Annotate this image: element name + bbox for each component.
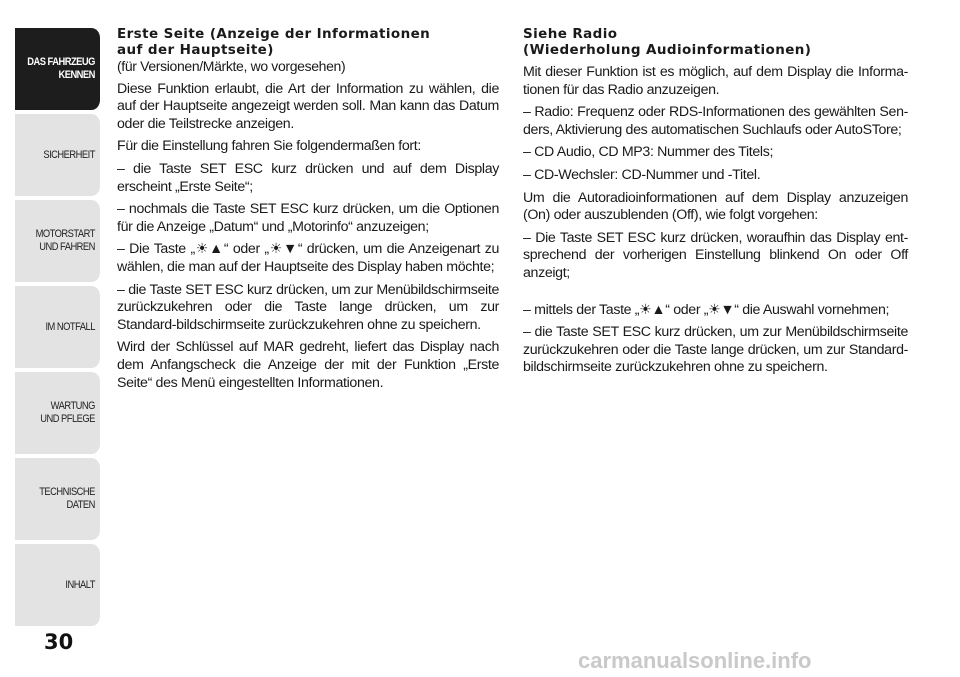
section-siehe-radio — [523, 26, 908, 382]
tab-label: DAS FAHRZEUG KENNEN — [27, 56, 95, 81]
paragraph: – Die Taste „☀▲“ oder „☀▼“ drücken, um die Anzeigenart zu wählen, die man auf der Hauptseite des Display haben möchte; — [117, 241, 499, 275]
heading-line: Erste Seite (Anzeige der Informationen — [117, 26, 431, 42]
watermark: carmanualsonline.info — [578, 648, 812, 673]
tab-label: WARTUNG UND PFLEGE — [40, 400, 95, 425]
paragraph: – CD-Wechsler: CD-Nummer und -Titel. — [523, 166, 761, 183]
spacer — [523, 288, 908, 302]
tab-label: INHALT — [65, 578, 95, 591]
paragraph: Mit dieser Funktion ist es möglich, auf dem Display die Informa-tionen für das Radio anzuzeigen. — [523, 64, 908, 98]
page-number: 30 — [44, 630, 74, 654]
tab-label: SICHERHEIT — [43, 148, 95, 161]
tab-wartung-und-pflege[interactable] — [15, 372, 100, 454]
paragraph: – mittels der Taste „☀▲“ oder „☀▼“ die Auswahl vornehmen; — [523, 301, 890, 318]
paragraph: Für die Einstellung fahren Sie folgendermaßen fort: — [117, 138, 421, 155]
paragraph: – Die Taste SET ESC kurz drücken, woraufhin das Display ent-sprechend der vorherigen Einstellung blinkend On oder Off anzeigt; — [523, 229, 908, 281]
tab-motorstart-und-fahren[interactable] — [15, 200, 100, 282]
tab-sicherheit[interactable] — [15, 114, 100, 196]
heading-line: auf der Hauptseite) — [117, 42, 274, 58]
paragraph: Diese Funktion erlaubt, die Art der Information zu wählen, die auf der Hauptseite angezeigt werden soll. Man kann das Datum oder die Teilstrecke anzeigen. — [117, 80, 499, 132]
tab-inhalt[interactable] — [15, 544, 100, 626]
paragraph: – die Taste SET ESC kurz drücken und auf dem Display erscheint „Erste Seite“; — [117, 160, 499, 195]
tab-technische-daten[interactable] — [15, 458, 100, 540]
paragraph: – CD Audio, CD MP3: Nummer des Titels; — [523, 144, 774, 161]
tab-das-fahrzeug-kennen[interactable] — [15, 28, 100, 110]
tab-label: MOTORSTART UND FAHREN — [35, 228, 95, 253]
paragraph: Um die Autoradioinformationen auf dem Display anzuzeigen (On) oder auszublenden (Off), wie folgt vorgehen: — [523, 189, 908, 224]
section-erste-seite — [117, 26, 499, 397]
heading-line: Siehe Radio — [523, 26, 618, 42]
tab-im-notfall[interactable] — [15, 286, 100, 368]
subheading: (für Versionen/Märkte, wo vorgesehen) — [117, 58, 346, 74]
paragraph: – die Taste SET ESC kurz drücken, um zur Menübildschirmseite zurückzukehren oder die Taste lange drücken, um zur Standard-bildschirmseite zurückzukehren ohne zu speichern. — [523, 324, 908, 376]
section-heading — [117, 26, 499, 58]
paragraph: – Radio: Frequenz oder RDS-Informationen des gewählten Sen-ders, Aktivierung des automatischen Suchlaufs oder AutoSTore; — [523, 104, 908, 138]
heading-line: (Wiederholung Audioinformationen) — [523, 42, 812, 58]
tab-label: TECHNISCHE DATEN — [39, 486, 95, 511]
paragraph: – nochmals die Taste SET ESC kurz drücken, um die Optionen für die Anzeige „Datum“ und „Motorinfo“ anzuzeigen; — [117, 201, 499, 235]
paragraph: – die Taste SET ESC kurz drücken, um zur Menübildschirmseite zurückzukehren oder die Taste lange drücken, um zur Standard-bildschirmseite zurückzukehren ohne zu speichern. — [117, 281, 499, 333]
paragraph: Wird der Schlüssel auf MAR gedreht, liefert das Display nach dem Anfangscheck die Anzeige der mit der Funktion „Erste Seite“ des Menü eingestellten Informationen. — [117, 339, 499, 391]
section-heading — [523, 26, 908, 58]
tab-label: IM NOTFALL — [45, 320, 95, 333]
